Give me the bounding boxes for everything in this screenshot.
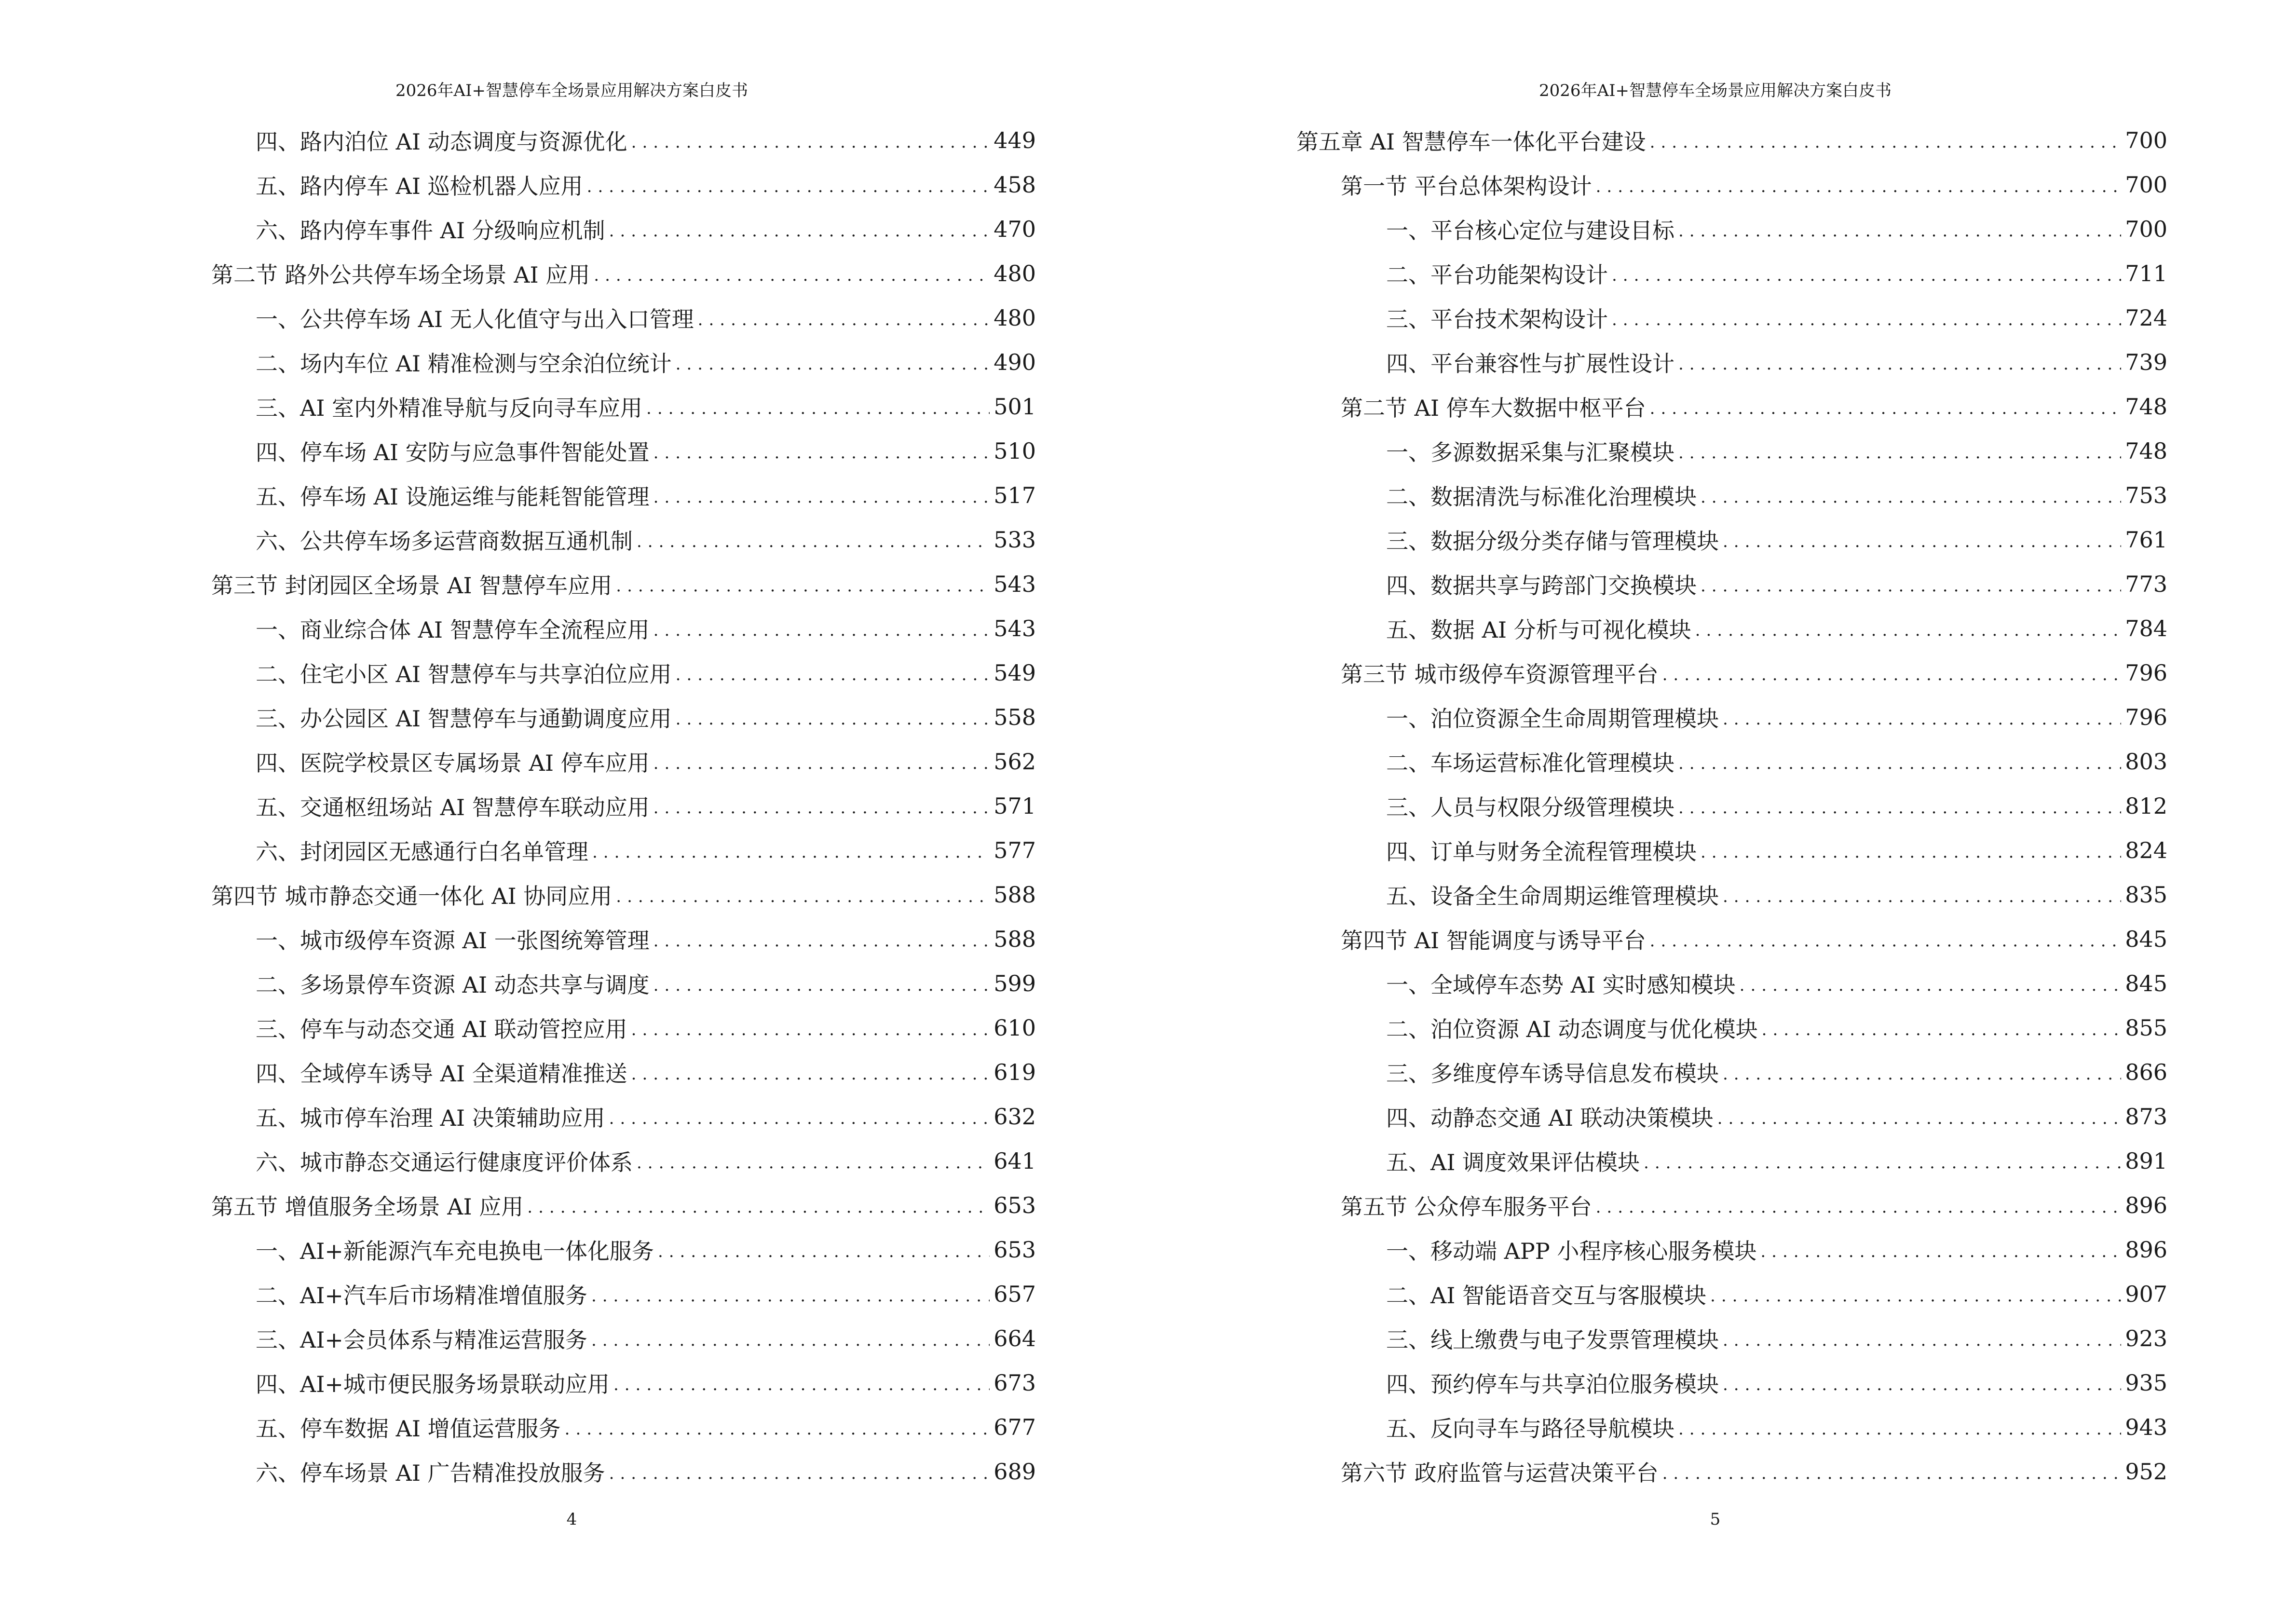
toc-entry-title: 二、住宅小区 AI 智慧停车与共享泊位应用 [256, 661, 672, 687]
toc-entry-page: 748 [2125, 438, 2167, 464]
toc-entry[interactable] [1296, 1228, 2167, 1272]
dot-leader [653, 440, 990, 462]
toc-entry-title: 四、预约停车与共享泊位服务模块 [1386, 1371, 1719, 1397]
toc-entry-title: 三、线上缴费与电子发票管理模块 [1386, 1327, 1719, 1353]
toc-entry-page: 700 [2125, 216, 2167, 242]
toc-entry[interactable] [1296, 1139, 2167, 1183]
toc-entry-title: 五、设备全生命周期运维管理模块 [1386, 883, 1719, 909]
dot-leader [653, 928, 990, 950]
dot-leader [613, 1372, 990, 1394]
toc-entry-page: 470 [994, 216, 1036, 242]
toc-entry-title: 第二节 AI 停车大数据中枢平台 [1341, 395, 1646, 421]
toc-entry-page: 784 [2125, 615, 2167, 641]
toc-entry-title: 六、封闭园区无感通行白名单管理 [256, 839, 588, 865]
toc-entry-page: 619 [994, 1059, 1036, 1085]
dot-leader [1678, 218, 2121, 240]
toc-entry-page: 577 [994, 837, 1036, 863]
dot-leader [653, 972, 990, 995]
toc-entry-page: 632 [994, 1104, 1036, 1130]
toc-entry-title: 三、停车与动态交通 AI 联动管控应用 [256, 1016, 627, 1042]
toc-entry-page: 543 [994, 615, 1036, 641]
toc-entry-title: 一、移动端 APP 小程序核心服务模块 [1386, 1238, 1757, 1264]
toc-entry-page: 588 [994, 926, 1036, 952]
page-header: 2026年AI+智慧停车全场景应用解决方案白皮书 [395, 81, 748, 100]
dot-leader [609, 1460, 990, 1483]
dot-leader [1678, 1416, 2121, 1438]
dot-leader [1701, 573, 2121, 595]
toc-entry-page: 641 [994, 1148, 1036, 1174]
toc-entry-page: 677 [994, 1414, 1036, 1440]
toc-entry-title: 五、数据 AI 分析与可视化模块 [1386, 617, 1691, 643]
dot-leader [698, 307, 990, 329]
toc-entry-page: 689 [994, 1459, 1036, 1485]
toc-entry-page: 653 [994, 1237, 1036, 1263]
toc-entry-page: 711 [2125, 260, 2167, 287]
toc-entry-title: 四、动静态交通 AI 联动决策模块 [1386, 1105, 1714, 1131]
toc-entry-page: 824 [2125, 837, 2167, 863]
dot-leader [1612, 262, 2121, 285]
toc-entry-title: 五、AI 调度效果评估模块 [1386, 1149, 1640, 1175]
toc-entry[interactable] [211, 207, 1036, 251]
toc-entry[interactable] [211, 961, 1036, 1006]
toc-entry-page: 653 [994, 1192, 1036, 1218]
dot-leader [653, 617, 990, 640]
dot-leader [1644, 1150, 2121, 1172]
toc-entry-page: 866 [2125, 1059, 2167, 1085]
dot-leader [1678, 751, 2121, 773]
dot-leader [609, 1105, 990, 1128]
toc-entry[interactable] [211, 1050, 1036, 1094]
toc-entry-title: 第四节 城市静态交通一体化 AI 协同应用 [211, 883, 613, 909]
toc-entry-title: 二、场内车位 AI 精准检测与空余泊位统计 [256, 351, 672, 377]
toc-entry-title: 三、AI+会员体系与精准运营服务 [256, 1327, 587, 1353]
dot-leader [631, 1061, 990, 1083]
toc-entry[interactable] [211, 296, 1036, 340]
toc-entry[interactable] [211, 1316, 1036, 1361]
toc-entry-title: 一、平台核心定位与建设目标 [1386, 218, 1674, 244]
toc-entry[interactable] [1296, 340, 2167, 384]
toc-entry-title: 五、停车数据 AI 增值运营服务 [256, 1416, 561, 1442]
toc-entry-title: 三、人员与权限分级管理模块 [1386, 794, 1674, 820]
dot-leader [658, 1239, 990, 1261]
toc-entry-page: 700 [2125, 127, 2167, 153]
dot-leader [1650, 928, 2122, 950]
toc-entry-title: 一、多源数据采集与汇聚模块 [1386, 439, 1674, 465]
toc-entry-page: 558 [994, 704, 1036, 730]
toc-entry-title: 二、泊位资源 AI 动态调度与优化模块 [1386, 1016, 1758, 1042]
dot-leader [1662, 1460, 2122, 1483]
toc-entry[interactable] [1296, 296, 2167, 340]
toc-entry-page: 748 [2125, 394, 2167, 420]
toc-entry[interactable] [1296, 961, 2167, 1006]
dot-leader [1710, 1283, 2121, 1305]
toc-entry-page: 943 [2125, 1414, 2167, 1440]
toc-entry[interactable] [1296, 1050, 2167, 1094]
toc-entry[interactable] [211, 429, 1036, 473]
dot-leader [631, 1017, 990, 1039]
dot-leader [591, 1327, 990, 1350]
toc-entry-page: 664 [994, 1325, 1036, 1351]
toc-entry-page: 923 [2125, 1325, 2167, 1351]
toc-list [211, 118, 1036, 1494]
dot-leader [1723, 1061, 2121, 1083]
toc-entry-page: 803 [2125, 749, 2167, 775]
toc-entry-title: 四、路内泊位 AI 动态调度与资源优化 [256, 129, 627, 155]
toc-entry-page: 935 [2125, 1370, 2167, 1396]
toc-entry-page: 835 [2125, 882, 2167, 908]
page-header: 2026年AI+智慧停车全场景应用解决方案白皮书 [1539, 81, 1892, 100]
toc-entry[interactable] [211, 695, 1036, 739]
right-page [1144, 0, 2287, 1624]
dot-leader [592, 839, 990, 861]
toc-entry-page: 952 [2125, 1459, 2167, 1485]
toc-entry-title: 六、停车场景 AI 广告精准投放服务 [256, 1460, 605, 1486]
dot-leader [1701, 839, 2121, 861]
toc-entry[interactable] [211, 784, 1036, 828]
dot-leader [1596, 174, 2122, 196]
dot-leader [637, 529, 990, 551]
toc-entry-title: 一、商业综合体 AI 智慧停车全流程应用 [256, 617, 650, 643]
toc-entry-page: 458 [994, 172, 1036, 198]
toc-entry-page: 845 [2125, 970, 2167, 996]
toc-entry-page: 517 [994, 482, 1036, 508]
toc-entry[interactable] [1296, 1272, 2167, 1316]
toc-entry-title: 第二节 路外公共停车场全场景 AI 应用 [211, 262, 590, 288]
toc-entry[interactable] [211, 1139, 1036, 1183]
toc-entry-page: 490 [994, 349, 1036, 375]
dot-leader [1723, 1372, 2121, 1394]
toc-entry-page: 480 [994, 305, 1036, 331]
toc-entry-page: 543 [994, 571, 1036, 597]
toc-entry[interactable] [1296, 606, 2167, 651]
dot-leader [1596, 1194, 2122, 1216]
toc-entry-title: 三、办公园区 AI 智慧停车与通勤调度应用 [256, 706, 672, 732]
dot-leader [653, 484, 990, 506]
toc-entry-page: 549 [994, 660, 1036, 686]
toc-entry[interactable] [211, 1183, 1036, 1228]
toc-entry[interactable] [1296, 163, 2167, 207]
dot-leader [591, 1283, 990, 1305]
toc-entry[interactable] [1296, 873, 2167, 917]
toc-entry[interactable] [1296, 784, 2167, 828]
toc-entry-title: 五、城市停车治理 AI 决策辅助应用 [256, 1105, 605, 1131]
toc-entry[interactable] [211, 651, 1036, 695]
dot-leader [1723, 529, 2121, 551]
toc-entry[interactable] [211, 1006, 1036, 1050]
dot-leader [609, 218, 990, 240]
toc-entry[interactable] [211, 473, 1036, 518]
toc-entry[interactable] [1296, 1006, 2167, 1050]
toc-entry-title: 二、数据清洗与标准化治理模块 [1386, 484, 1697, 510]
toc-entry[interactable] [211, 917, 1036, 961]
toc-entry-title: 第四节 AI 智能调度与诱导平台 [1341, 928, 1646, 954]
toc-entry[interactable] [211, 384, 1036, 429]
toc-entry[interactable] [211, 873, 1036, 917]
dot-leader [676, 706, 990, 728]
toc-entry[interactable] [1296, 562, 2167, 606]
toc-entry[interactable] [1296, 384, 2167, 429]
toc-entry-title: 六、路内停车事件 AI 分级响应机制 [256, 218, 605, 244]
toc-entry[interactable] [1296, 695, 2167, 739]
dot-leader [1678, 351, 2121, 373]
dot-leader [1723, 706, 2121, 728]
toc-entry-title: 二、平台功能架构设计 [1386, 262, 1608, 288]
toc-entry[interactable] [1296, 251, 2167, 296]
toc-entry-page: 739 [2125, 349, 2167, 375]
dot-leader [1612, 307, 2121, 329]
toc-entry-page: 896 [2125, 1237, 2167, 1263]
toc-entry[interactable] [1296, 1316, 2167, 1361]
toc-entry[interactable] [1296, 917, 2167, 961]
toc-entry[interactable] [1296, 1405, 2167, 1449]
toc-entry-title: 四、平台兼容性与扩展性设计 [1386, 351, 1674, 377]
toc-entry-page: 510 [994, 438, 1036, 464]
toc-entry-title: 第五章 AI 智慧停车一体化平台建设 [1296, 129, 1646, 155]
toc-entry[interactable] [211, 118, 1036, 163]
dot-leader [587, 174, 990, 196]
toc-entry[interactable] [211, 1449, 1036, 1494]
dot-leader [1650, 396, 2122, 418]
toc-entry-page: 571 [994, 793, 1036, 819]
dot-leader [676, 351, 990, 373]
toc-entry-page: 599 [994, 970, 1036, 996]
toc-list [1296, 118, 2167, 1494]
toc-entry-title: 第一节 平台总体架构设计 [1341, 173, 1592, 199]
toc-entry-page: 891 [2125, 1148, 2167, 1174]
toc-entry[interactable] [211, 739, 1036, 784]
dot-leader [1678, 440, 2121, 462]
toc-entry-title: 一、泊位资源全生命周期管理模块 [1386, 706, 1719, 732]
toc-entry[interactable] [1296, 518, 2167, 562]
toc-entry-title: 六、城市静态交通运行健康度评价体系 [256, 1149, 633, 1175]
toc-entry-page: 588 [994, 882, 1036, 908]
toc-entry-title: 四、数据共享与跨部门交换模块 [1386, 573, 1697, 599]
dot-leader [1723, 884, 2121, 906]
toc-entry[interactable] [1296, 429, 2167, 473]
toc-entry-title: 三、数据分级分类存储与管理模块 [1386, 528, 1719, 554]
toc-entry-page: 610 [994, 1015, 1036, 1041]
toc-entry-page: 796 [2125, 660, 2167, 686]
toc-entry[interactable] [1296, 473, 2167, 518]
toc-entry-page: 533 [994, 527, 1036, 553]
toc-entry-title: 三、平台技术架构设计 [1386, 306, 1608, 332]
toc-entry-page: 812 [2125, 793, 2167, 819]
dot-leader [1678, 795, 2121, 817]
toc-entry-page: 562 [994, 749, 1036, 775]
toc-entry-title: 二、AI+汽车后市场精准增值服务 [256, 1283, 587, 1309]
toc-entry-title: 一、公共停车场 AI 无人化值守与出入口管理 [256, 306, 694, 332]
toc-entry-title: 四、医院学校景区专属场景 AI 停车应用 [256, 750, 650, 776]
toc-entry-title: 一、城市级停车资源 AI 一张图统筹管理 [256, 928, 650, 954]
dot-leader [653, 751, 990, 773]
toc-entry[interactable] [211, 1361, 1036, 1405]
toc-entry-page: 724 [2125, 305, 2167, 331]
toc-entry-title: 三、多维度停车诱导信息发布模块 [1386, 1061, 1719, 1087]
dot-leader [1760, 1239, 2121, 1261]
dot-leader [676, 662, 990, 684]
toc-entry-title: 第五节 增值服务全场景 AI 应用 [211, 1194, 524, 1220]
dot-leader [653, 795, 990, 817]
dot-leader [1717, 1105, 2122, 1128]
toc-entry-title: 五、反向寻车与路径导航模块 [1386, 1416, 1674, 1442]
toc-entry[interactable] [211, 828, 1036, 873]
toc-entry[interactable] [211, 606, 1036, 651]
dot-leader [646, 396, 990, 418]
toc-entry-title: 一、AI+新能源汽车充电换电一体化服务 [256, 1238, 654, 1264]
toc-entry-title: 第三节 城市级停车资源管理平台 [1341, 661, 1659, 687]
toc-entry-title: 二、车场运营标准化管理模块 [1386, 750, 1674, 776]
dot-leader [631, 129, 990, 151]
toc-entry-page: 761 [2125, 527, 2167, 553]
toc-entry-title: 四、停车场 AI 安防与应急事件智能处置 [256, 439, 650, 465]
toc-entry-page: 796 [2125, 704, 2167, 730]
dot-leader [1740, 972, 2122, 995]
toc-entry-title: 二、AI 智能语音交互与客服模块 [1386, 1283, 1707, 1309]
toc-entry[interactable] [1296, 1183, 2167, 1228]
dot-leader [1650, 129, 2122, 151]
dot-leader [1695, 617, 2122, 640]
toc-entry[interactable] [211, 562, 1036, 606]
toc-entry-page: 773 [2125, 571, 2167, 597]
toc-entry[interactable] [1296, 1094, 2167, 1139]
toc-entry[interactable] [1296, 651, 2167, 695]
dot-leader [637, 1150, 990, 1172]
page-number: 4 [566, 1510, 577, 1529]
toc-entry[interactable] [211, 340, 1036, 384]
toc-entry-title: 第三节 封闭园区全场景 AI 智慧停车应用 [211, 573, 613, 599]
toc-entry-page: 657 [994, 1281, 1036, 1307]
toc-entry[interactable] [1296, 1449, 2167, 1494]
toc-entry-page: 873 [2125, 1104, 2167, 1130]
toc-entry-title: 五、路内停车 AI 巡检机器人应用 [256, 173, 583, 199]
toc-entry[interactable] [1296, 118, 2167, 163]
toc-entry-page: 855 [2125, 1015, 2167, 1041]
toc-entry[interactable] [1296, 1361, 2167, 1405]
toc-entry[interactable] [211, 518, 1036, 562]
toc-entry-title: 四、订单与财务全流程管理模块 [1386, 839, 1697, 865]
toc-entry-page: 501 [994, 394, 1036, 420]
dot-leader [1662, 662, 2122, 684]
page-number: 5 [1710, 1510, 1721, 1529]
dot-leader [1701, 484, 2121, 506]
toc-entry[interactable] [1296, 739, 2167, 784]
dot-leader [594, 262, 990, 285]
toc-entry[interactable] [1296, 207, 2167, 251]
toc-entry-title: 六、公共停车场多运营商数据互通机制 [256, 528, 633, 554]
toc-entry-title: 四、AI+城市便民服务场景联动应用 [256, 1371, 610, 1397]
toc-entry-page: 449 [994, 127, 1036, 153]
toc-entry-page: 700 [2125, 172, 2167, 198]
dot-leader [1762, 1017, 2122, 1039]
toc-entry[interactable] [211, 1272, 1036, 1316]
dot-leader [527, 1194, 990, 1216]
toc-entry-title: 四、全域停车诱导 AI 全渠道精准推送 [256, 1061, 627, 1087]
toc-entry-title: 五、交通枢纽场站 AI 智慧停车联动应用 [256, 794, 650, 820]
dot-leader [616, 884, 990, 906]
toc-entry[interactable] [211, 1405, 1036, 1449]
toc-entry-page: 753 [2125, 482, 2167, 508]
toc-entry[interactable] [1296, 828, 2167, 873]
toc-entry[interactable] [211, 1228, 1036, 1272]
toc-entry[interactable] [211, 1094, 1036, 1139]
dot-leader [1723, 1327, 2121, 1350]
dot-leader [565, 1416, 990, 1438]
toc-entry-page: 480 [994, 260, 1036, 287]
toc-entry[interactable] [211, 163, 1036, 207]
dot-leader [616, 573, 990, 595]
toc-entry-title: 二、多场景停车资源 AI 动态共享与调度 [256, 972, 650, 998]
toc-entry-page: 673 [994, 1370, 1036, 1396]
toc-entry-title: 第五节 公众停车服务平台 [1341, 1194, 1592, 1220]
toc-entry-title: 五、停车场 AI 设施运维与能耗智能管理 [256, 484, 650, 510]
toc-entry-page: 845 [2125, 926, 2167, 952]
toc-entry-title: 一、全域停车态势 AI 实时感知模块 [1386, 972, 1736, 998]
toc-entry-page: 907 [2125, 1281, 2167, 1307]
toc-entry-title: 第六节 政府监管与运营决策平台 [1341, 1460, 1659, 1486]
toc-entry[interactable] [211, 251, 1036, 296]
toc-entry-page: 896 [2125, 1192, 2167, 1218]
toc-entry-title: 三、AI 室内外精准导航与反向寻车应用 [256, 395, 643, 421]
